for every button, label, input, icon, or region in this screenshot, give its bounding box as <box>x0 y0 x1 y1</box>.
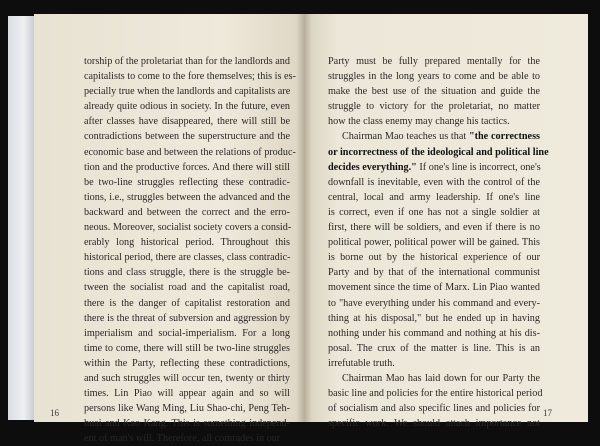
text-line: neous. Moreover, socialist society covers a consid- <box>84 222 292 234</box>
text-segment: struggles in the long years to come and be able to <box>328 71 540 83</box>
text-line <box>328 311 540 326</box>
text-segment: basic line and policies for the entire historical period <box>328 388 543 400</box>
text-line: tion and the productive forces. And there will still <box>84 161 290 173</box>
left-page-number: 16 <box>50 408 59 418</box>
text-line <box>328 250 540 265</box>
text-line: after classes have disappeared, there will still be <box>84 116 290 128</box>
book-gutter <box>296 14 312 422</box>
text-line <box>328 416 540 431</box>
text-line: already quite odious in society. In the future, even <box>84 101 290 113</box>
text-segment: movement since the time of Marx. Lin Piao wanted <box>328 282 540 294</box>
text-line <box>328 280 540 295</box>
text-line: there is the threat of subversion and aggression by <box>84 312 290 324</box>
text-line: time to come, there will still be two-line struggles <box>84 342 290 354</box>
text-line: be two-line struggles reflecting these contradic- <box>84 176 290 188</box>
left-page <box>34 14 304 445</box>
text-line: times. Lin Piao will appear again and so will <box>84 388 290 400</box>
text-line <box>328 114 540 129</box>
text-segment: Party must be fully prepared mentally for the <box>328 56 540 67</box>
right-page-number: 17 <box>543 408 552 418</box>
text-segment: central, local and army leadership. If one's line <box>328 191 540 203</box>
text-segment: struggle to victory for the proletariat, no matter <box>328 101 540 113</box>
text-segment: is correct, even if one has not a single soldier at <box>328 206 540 218</box>
text-line: contradictions between the superstructure and the <box>84 131 290 143</box>
text-line: within the Party, reflecting these contradictions, <box>84 357 290 369</box>
bold-text: "the correctness <box>468 131 540 143</box>
text-line: persons like Wang Ming, Liu Shao-chi, Peng Teh- <box>84 403 290 415</box>
text-line <box>328 386 543 401</box>
text-segment: how the class enemy may change his tactics. <box>328 116 510 128</box>
text-line <box>328 160 540 175</box>
text-segment: of socialism and also specific lines and policies for <box>328 403 540 415</box>
text-line: ent of man's will. Therefore, all comrades in our <box>84 433 281 445</box>
text-line <box>328 356 540 371</box>
text-segment: Chairman Mao has laid down for our Party the <box>342 372 540 384</box>
text-segment: to "have everything under his command and every- <box>328 297 540 309</box>
text-segment: If one's line is incorrect, one's <box>416 161 541 173</box>
text-line <box>328 205 540 220</box>
text-line <box>328 265 540 280</box>
text-line <box>328 99 540 114</box>
text-line: capitalists to come to the fore themselves; this is es- <box>84 71 296 83</box>
text-line <box>328 341 540 356</box>
text-line <box>328 175 540 190</box>
text-line: historical period, there are classes, class contradic- <box>84 252 291 264</box>
text-segment: posal. The crux of the matter is line. This is an <box>328 342 540 354</box>
bold-text: or incorrectness of the ideological and political line <box>328 146 549 158</box>
text-line <box>328 190 540 205</box>
text-line: backward and between the correct and the erro- <box>84 206 290 218</box>
text-line: tions, i.e., struggles between the advanced and the <box>84 191 290 203</box>
text-line: huai and Kao Kang. This is something independ- <box>84 418 290 430</box>
text-line: and such struggles will occur ten, twenty or thirty <box>84 372 290 384</box>
text-line: tween the socialist road and the capitalist road, <box>84 282 290 294</box>
text-line <box>328 371 540 386</box>
text-segment: political power, political power will be gained. This <box>328 237 540 249</box>
text-segment: is borne out by the historical experience of our <box>328 252 540 264</box>
text-line <box>328 69 540 84</box>
text-line <box>328 220 540 235</box>
left-page-text <box>84 54 296 446</box>
text-line: imperialism and social-imperialism. For a long <box>84 327 290 339</box>
book-cover-edge <box>8 16 34 420</box>
text-segment: nothing under his command and nothing at his dis- <box>328 327 540 339</box>
text-segment: specific work. We should attach importance not <box>328 418 540 430</box>
text-line <box>328 145 549 160</box>
right-page <box>304 14 588 430</box>
text-segment: thing at his disposal," but he ended up in having <box>328 312 540 324</box>
text-line: tions and class struggle, there is the struggle be- <box>84 267 290 279</box>
text-line: erably long historical period. Throughout this <box>84 237 290 249</box>
text-line <box>328 84 540 99</box>
bold-text: decides everything." <box>328 161 417 173</box>
text-segment: irrefutable truth. <box>328 357 395 369</box>
text-segment: Party and by that of the international communist <box>328 267 540 279</box>
text-line <box>328 296 540 311</box>
text-segment: Chairman Mao teaches us that <box>342 131 469 143</box>
text-line <box>328 326 540 341</box>
text-line: pecially true when the landlords and capitalists are <box>84 86 291 98</box>
text-line <box>328 129 540 144</box>
text-line: there is the danger of capitalist restoration and <box>84 297 290 309</box>
text-segment: make the best use of the situation and guide the <box>328 86 540 98</box>
text-line <box>328 401 540 416</box>
text-line <box>328 235 540 250</box>
text-line: economic base and between the relations of produc- <box>84 146 296 158</box>
text-line: torship of the proletariat than for the landlords and <box>84 56 290 67</box>
text-line <box>328 54 540 69</box>
text-segment: first, there will be soldiers, and even if there is no <box>328 222 540 234</box>
text-segment: downfall is inevitable, even with the control of the <box>328 176 540 188</box>
